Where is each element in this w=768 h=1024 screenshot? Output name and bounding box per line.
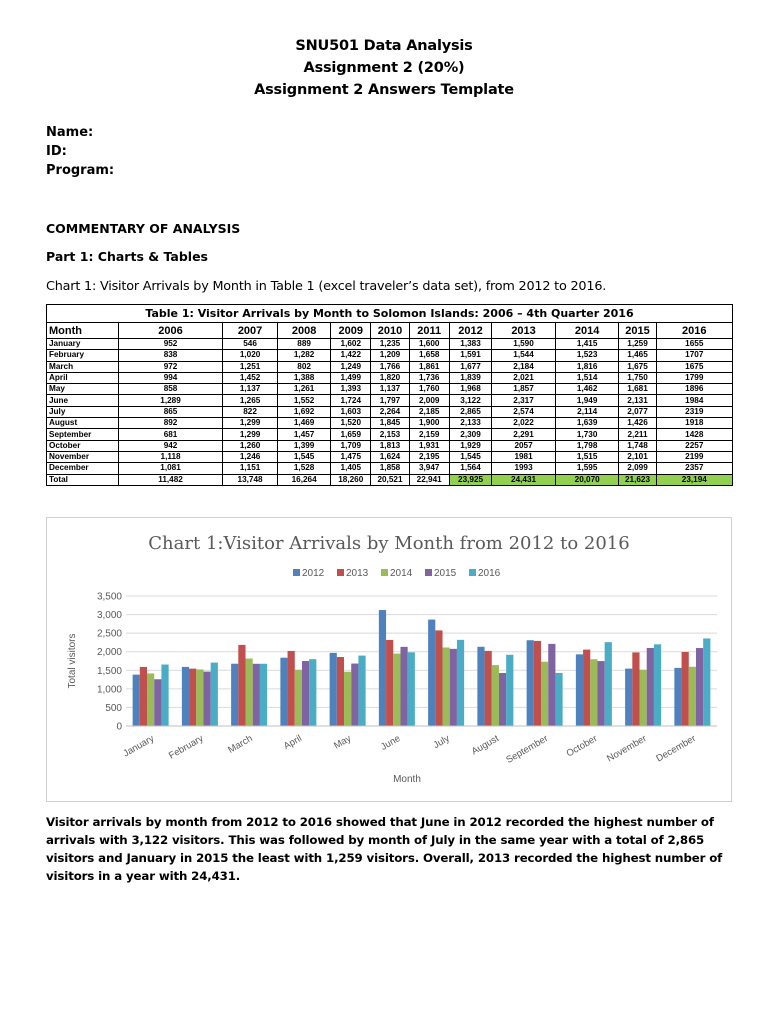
value-cell: 1,405 [331, 463, 371, 474]
table-total-row [47, 474, 733, 485]
value-cell: 2357 [656, 463, 732, 474]
value-cell: 1,545 [278, 451, 331, 462]
value-cell: 1,249 [331, 361, 371, 372]
year-column-header: 2015 [619, 323, 656, 339]
value-cell: 2,101 [619, 451, 656, 462]
bar [689, 667, 696, 726]
value-cell: 1,081 [119, 463, 223, 474]
bar [330, 653, 337, 726]
legend-label: 2015 [434, 568, 457, 579]
value-cell: 2057 [492, 440, 556, 451]
bar [386, 640, 393, 726]
value-cell: 1896 [656, 384, 732, 395]
total-value-cell: 20,070 [555, 474, 619, 485]
value-cell: 2,291 [492, 429, 556, 440]
month-cell: April [47, 372, 119, 383]
value-cell: 1,591 [449, 350, 491, 361]
name-field-label: Name: [46, 125, 94, 140]
document-header [0, 35, 768, 101]
legend-swatch [469, 569, 476, 576]
table-title: Table 1: Visitor Arrivals by Month to Solomon Islands: 2006 – 4th Quarter 2016 [46, 304, 733, 322]
data-table [46, 322, 733, 486]
bar [555, 673, 562, 726]
bar [211, 663, 218, 726]
value-cell: 2,159 [409, 429, 449, 440]
bar [499, 673, 506, 726]
bar [428, 620, 435, 726]
table-body [47, 339, 733, 486]
value-cell: 1,462 [555, 384, 619, 395]
total-value-cell: 24,431 [492, 474, 556, 485]
chart-container [46, 517, 732, 802]
bar [576, 654, 583, 726]
bar [640, 670, 647, 726]
value-cell: 1984 [656, 395, 732, 406]
value-cell: 1,299 [223, 418, 278, 429]
value-cell: 1,730 [555, 429, 619, 440]
bar [196, 669, 203, 726]
legend-swatch [381, 569, 388, 576]
commentary-heading: COMMENTARY OF ANALYSIS [46, 221, 241, 236]
month-cell: August [47, 418, 119, 429]
value-cell: 1,681 [619, 384, 656, 395]
value-cell: 1,658 [409, 350, 449, 361]
value-cell: 1,603 [331, 406, 371, 417]
y-tick-label: 500 [105, 702, 122, 714]
value-cell: 1,545 [449, 451, 491, 462]
value-cell: 1,544 [492, 350, 556, 361]
bar [583, 650, 590, 726]
bar [358, 656, 365, 726]
value-cell: 1,251 [223, 361, 278, 372]
value-cell: 889 [278, 339, 331, 350]
part1-heading: Part 1: Charts & Tables [46, 249, 208, 264]
total-value-cell: 21,623 [619, 474, 656, 485]
bar [457, 640, 464, 726]
value-cell: 1,265 [223, 395, 278, 406]
value-cell: 2,009 [409, 395, 449, 406]
value-cell: 1,839 [449, 372, 491, 383]
year-column-header: 2014 [555, 323, 619, 339]
value-cell: 1,595 [555, 463, 619, 474]
value-cell: 1,659 [331, 429, 371, 440]
bar [435, 630, 442, 726]
value-cell: 2,133 [449, 418, 491, 429]
value-cell: 1,383 [449, 339, 491, 350]
value-cell: 1,900 [409, 418, 449, 429]
template-title: Assignment 2 Answers Template [254, 82, 514, 98]
x-tick-label: February [166, 733, 206, 762]
value-cell: 1,475 [331, 451, 371, 462]
value-cell: 2,185 [409, 406, 449, 417]
month-cell: October [47, 440, 119, 451]
bar [238, 645, 245, 726]
value-cell: 681 [119, 429, 223, 440]
value-cell: 2,022 [492, 418, 556, 429]
value-cell: 994 [119, 372, 223, 383]
bar [189, 669, 196, 726]
value-cell: 1,388 [278, 372, 331, 383]
value-cell: 2,184 [492, 361, 556, 372]
year-column-header: 2009 [331, 323, 371, 339]
value-cell: 822 [223, 406, 278, 417]
year-column-header: 2008 [278, 323, 331, 339]
bar [654, 644, 661, 726]
month-cell: December [47, 463, 119, 474]
table-row [47, 384, 733, 395]
value-cell: 1,469 [278, 418, 331, 429]
value-cell: 1,858 [371, 463, 409, 474]
value-cell: 802 [278, 361, 331, 372]
total-value-cell: 20,521 [371, 474, 409, 485]
y-tick-label: 3,500 [96, 591, 122, 603]
bar [351, 664, 358, 726]
bar [309, 659, 316, 726]
value-cell: 1,600 [409, 339, 449, 350]
total-value-cell: 11,482 [119, 474, 223, 485]
legend-label: 2012 [302, 568, 325, 579]
id-field-label: ID: [46, 144, 67, 159]
bar [647, 648, 654, 726]
value-cell: 1,209 [371, 350, 409, 361]
value-cell: 1981 [492, 451, 556, 462]
value-cell: 1,282 [278, 350, 331, 361]
x-tick-label: April [281, 733, 304, 753]
x-tick-label: September [504, 733, 551, 766]
total-value-cell: 23,925 [449, 474, 491, 485]
bar [344, 672, 351, 726]
value-cell: 1,020 [223, 350, 278, 361]
value-cell: 1,260 [223, 440, 278, 451]
year-column-header: 2013 [492, 323, 556, 339]
value-cell: 1,520 [331, 418, 371, 429]
bar [246, 659, 253, 726]
assignment-title: Assignment 2 (20%) [303, 60, 465, 76]
month-cell: January [47, 339, 119, 350]
value-cell: 1,624 [371, 451, 409, 462]
bar [506, 655, 513, 726]
table-row [47, 429, 733, 440]
value-cell: 2,317 [492, 395, 556, 406]
year-column-header: 2011 [409, 323, 449, 339]
value-cell: 1,137 [371, 384, 409, 395]
value-cell: 838 [119, 350, 223, 361]
course-title: SNU501 Data Analysis [295, 38, 473, 54]
value-cell: 2,865 [449, 406, 491, 417]
value-cell: 1,452 [223, 372, 278, 383]
value-cell: 1,261 [278, 384, 331, 395]
value-cell: 1,736 [409, 372, 449, 383]
bar [696, 648, 703, 726]
bar [527, 640, 534, 726]
y-tick-label: 2,000 [96, 647, 122, 659]
x-tick-label: August [469, 733, 501, 758]
bar [534, 641, 541, 726]
value-cell: 3,947 [409, 463, 449, 474]
value-cell: 1,968 [449, 384, 491, 395]
y-tick-label: 1,000 [96, 684, 122, 696]
total-value-cell: 22,941 [409, 474, 449, 485]
value-cell: 1,137 [223, 384, 278, 395]
bar [147, 673, 154, 726]
bar [703, 638, 710, 726]
value-cell: 1,151 [223, 463, 278, 474]
bar [393, 654, 400, 726]
value-cell: 1,426 [619, 418, 656, 429]
y-tick-label: 3,000 [96, 610, 122, 622]
bar [400, 647, 407, 726]
x-tick-label: July [431, 733, 452, 752]
value-cell: 2,099 [619, 463, 656, 474]
value-cell: 1,931 [409, 440, 449, 451]
value-cell: 1,820 [371, 372, 409, 383]
year-column-header: 2006 [119, 323, 223, 339]
legend-swatch [425, 569, 432, 576]
value-cell: 1,552 [278, 395, 331, 406]
bar [597, 661, 604, 726]
value-cell: 1,813 [371, 440, 409, 451]
year-column-header: 2016 [656, 323, 732, 339]
month-cell: February [47, 350, 119, 361]
value-cell: 1,798 [555, 440, 619, 451]
value-cell: 1,845 [371, 418, 409, 429]
bar [253, 664, 260, 726]
bar [450, 649, 457, 726]
bar [674, 668, 681, 726]
bar [140, 667, 147, 726]
x-axis-label: Month [393, 774, 421, 785]
table-row [47, 372, 733, 383]
value-cell: 1,289 [119, 395, 223, 406]
bar [443, 647, 450, 726]
bar [682, 652, 689, 726]
value-cell: 2319 [656, 406, 732, 417]
x-tick-label: November [605, 733, 649, 765]
visitor-arrivals-table [46, 304, 733, 486]
value-cell: 1,118 [119, 451, 223, 462]
month-cell: March [47, 361, 119, 372]
total-value-cell: 23,194 [656, 474, 732, 485]
value-cell: 1,564 [449, 463, 491, 474]
bar [161, 665, 168, 726]
value-cell: 2,574 [492, 406, 556, 417]
value-cell: 952 [119, 339, 223, 350]
bar [379, 610, 386, 726]
bar [408, 652, 415, 726]
bar [492, 665, 499, 726]
value-cell: 858 [119, 384, 223, 395]
program-field-label: Program: [46, 163, 115, 178]
legend-swatch [293, 569, 300, 576]
x-tick-label: January [121, 733, 157, 760]
value-cell: 2199 [656, 451, 732, 462]
legend-label: 2014 [390, 568, 413, 579]
value-cell: 2,264 [371, 406, 409, 417]
total-value-cell: 13,748 [223, 474, 278, 485]
value-cell: 1,299 [223, 429, 278, 440]
value-cell: 1,523 [555, 350, 619, 361]
total-value-cell: 16,264 [278, 474, 331, 485]
value-cell: 892 [119, 418, 223, 429]
value-cell: 2,211 [619, 429, 656, 440]
bar [625, 669, 632, 726]
value-cell: 1,465 [619, 350, 656, 361]
value-cell: 2,114 [555, 406, 619, 417]
value-cell: 2,131 [619, 395, 656, 406]
value-cell: 1,857 [492, 384, 556, 395]
value-cell: 1655 [656, 339, 732, 350]
y-axis-label: Total visitors [67, 633, 78, 689]
table-row [47, 395, 733, 406]
value-cell: 2,021 [492, 372, 556, 383]
bar [632, 652, 639, 726]
legend-swatch [337, 569, 344, 576]
month-cell: September [47, 429, 119, 440]
value-cell: 1,861 [409, 361, 449, 372]
value-cell: 1,675 [619, 361, 656, 372]
value-cell: 1,760 [409, 384, 449, 395]
value-cell: 1707 [656, 350, 732, 361]
value-cell: 1,797 [371, 395, 409, 406]
bar [541, 662, 548, 726]
value-cell: 1,590 [492, 339, 556, 350]
table-row [47, 451, 733, 462]
x-tick-label: October [564, 733, 600, 760]
table-row [47, 361, 733, 372]
chart-title: Chart 1:Visitor Arrivals by Month from 2012 to 2016 [148, 533, 630, 554]
value-cell: 1,422 [331, 350, 371, 361]
value-cell: 1,415 [555, 339, 619, 350]
bar [485, 651, 492, 726]
month-cell: May [47, 384, 119, 395]
table-row [47, 440, 733, 451]
value-cell: 972 [119, 361, 223, 372]
value-cell: 2,153 [371, 429, 409, 440]
value-cell: 1,724 [331, 395, 371, 406]
value-cell: 1,766 [371, 361, 409, 372]
value-cell: 1,816 [555, 361, 619, 372]
y-tick-label: 0 [116, 721, 122, 733]
table-row [47, 339, 733, 350]
value-cell: 1,602 [331, 339, 371, 350]
value-cell: 1,949 [555, 395, 619, 406]
month-cell: July [47, 406, 119, 417]
value-cell: 1,514 [555, 372, 619, 383]
bar [154, 679, 161, 726]
value-cell: 1,515 [555, 451, 619, 462]
table-row [47, 350, 733, 361]
bar [203, 672, 210, 726]
x-tick-label: June [379, 733, 403, 753]
table-row [47, 463, 733, 474]
value-cell: 1,499 [331, 372, 371, 383]
month-cell: November [47, 451, 119, 462]
total-value-cell: 18,260 [331, 474, 371, 485]
value-cell: 1,677 [449, 361, 491, 372]
bar [605, 642, 612, 726]
month-cell: June [47, 395, 119, 406]
value-cell: 1,393 [331, 384, 371, 395]
bar [288, 651, 295, 726]
value-cell: 1,692 [278, 406, 331, 417]
bar [548, 644, 555, 726]
value-cell: 2,309 [449, 429, 491, 440]
value-cell: 546 [223, 339, 278, 350]
year-column-header: 2012 [449, 323, 491, 339]
legend-label: 2016 [478, 568, 501, 579]
value-cell: 1428 [656, 429, 732, 440]
value-cell: 1675 [656, 361, 732, 372]
x-tick-label: May [332, 733, 354, 752]
value-cell: 1,748 [619, 440, 656, 451]
table-header-row [47, 323, 733, 339]
year-column-header: 2010 [371, 323, 409, 339]
value-cell: 1,528 [278, 463, 331, 474]
value-cell: 1993 [492, 463, 556, 474]
bar [260, 664, 267, 726]
value-cell: 1,246 [223, 451, 278, 462]
bar [231, 664, 238, 726]
value-cell: 1799 [656, 372, 732, 383]
bar [280, 658, 287, 726]
bar [337, 657, 344, 726]
bar [477, 647, 484, 726]
legend-label: 2013 [346, 568, 369, 579]
value-cell: 1,929 [449, 440, 491, 451]
x-tick-label: March [226, 733, 255, 756]
table-row [47, 406, 733, 417]
value-cell: 942 [119, 440, 223, 451]
x-tick-label: December [654, 733, 698, 765]
value-cell: 865 [119, 406, 223, 417]
value-cell: 1918 [656, 418, 732, 429]
month-column-header: Month [47, 323, 119, 339]
y-tick-label: 2,500 [96, 628, 122, 640]
total-label-cell: Total [47, 474, 119, 485]
value-cell: 2,195 [409, 451, 449, 462]
value-cell: 1,750 [619, 372, 656, 383]
table-row [47, 418, 733, 429]
bar [302, 661, 309, 726]
value-cell: 2257 [656, 440, 732, 451]
y-tick-label: 1,500 [96, 665, 122, 677]
value-cell: 1,259 [619, 339, 656, 350]
value-cell: 1,399 [278, 440, 331, 451]
value-cell: 1,639 [555, 418, 619, 429]
bar [590, 659, 597, 726]
bar [133, 675, 140, 726]
value-cell: 1,709 [331, 440, 371, 451]
bar [295, 670, 302, 726]
value-cell: 2,077 [619, 406, 656, 417]
chart-caption: Chart 1: Visitor Arrivals by Month in Table 1 (excel traveler’s data set), from 2012 to 2016. [46, 279, 607, 294]
value-cell: 3,122 [449, 395, 491, 406]
value-cell: 1,457 [278, 429, 331, 440]
bar-chart [47, 518, 731, 801]
analysis-paragraph: Visitor arrivals by month from 2012 to 2016 showed that June in 2012 recorded the highest number of arrivals with 3,122 visitors. This was followed by month of July in the same year with a total of 2,865 visitors and January in 2015 the least with 1,259 visitors. Overall, 2013 recorded the highest number of visitors in a year with 24,431. [46, 815, 723, 883]
year-column-header: 2007 [223, 323, 278, 339]
value-cell: 1,235 [371, 339, 409, 350]
bar [182, 667, 189, 726]
